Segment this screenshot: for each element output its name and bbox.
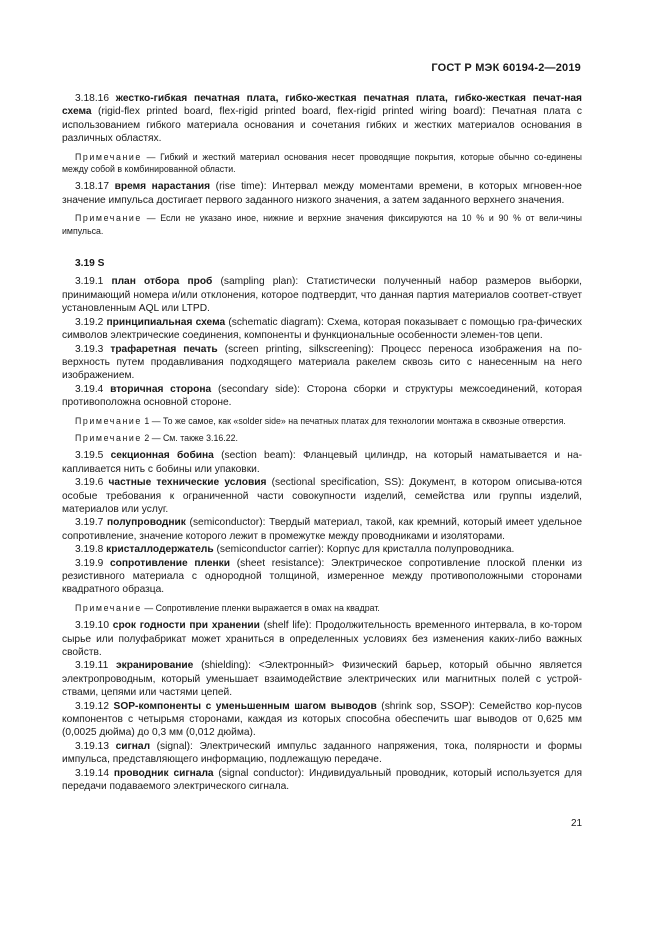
entry-3-19-8: 3.19.8 кристаллодержатель (semiconductor carrier): Корпус для кристалла полупроводника. bbox=[75, 544, 515, 556]
entry-3-19-11: 3.19.11 экранирование (shielding): <Электронный> Физический барьер, который обычно является электропроводным, который уменьшает взаимодействие электрических или магнитных полей с устрой-ствами, цепями или частями цепей. bbox=[62, 660, 582, 699]
entry-3-19-13: 3.19.13 сигнал (signal): Электрический импульс заданного напряжения, тока, полярности и формы импульса, представляющего информацию, подлежащую передаче. bbox=[62, 740, 582, 766]
entry-3-19-12: 3.19.12 SOP-компоненты с уменьшенным шагом выводов (shrink sop, SSOP): Семейство кор-пусов компонентов с четырьмя сторонами, каждая из которых способна обеспечить шаг выводов от 0,625 мм (0,0025 дюйма) до 0,3 мм (0,012 дюйма). bbox=[62, 700, 582, 739]
document-id-header: ГОСТ Р МЭК 60194-2—2019 bbox=[431, 62, 581, 74]
entry-3-19-7: 3.19.7 полупроводник (semiconductor): Твердый материал, такой, как кремний, который имеет удельное сопротивление, значение которого лежит в промежутке между проводниками и изоляторами. bbox=[62, 517, 582, 542]
entry-3-19-4: 3.19.4 вторичная сторона (secondary side): Сторона сборки и структуры межсоединений, которая противоположна основной стороне. bbox=[62, 383, 582, 409]
note: Примечание 2 — См. также 3.16.22. bbox=[75, 432, 238, 443]
entry-3-19-1: 3.19.1 план отбора проб (sampling plan): Статистически полученный набор размеров выборки, принимающий номера и/или отклонения, которое подтвердит, что данная партия материалов соответ-ствует установленным AQL или LTPD. bbox=[62, 276, 582, 315]
entry-3-18-16: 3.18.16 жестко-гибкая печатная плата, гибко-жесткая печатная плата, гибко-жесткая печат-ная схема (rigid-flex printed board, flex-rigid printed board, flex-rigid printed wiring board): Печатная плата с использованием гибкого материала основания и сочетания гибких и жестких материалов основания в различных областях. bbox=[62, 93, 582, 145]
entry-3-19-9: 3.19.9 сопротивление пленки (sheet resistance): Электрическое сопротивление плоской пленки из резистивного материала с однородной толщиной, измеренное между противоположными сторонами квадратного образца. bbox=[62, 557, 582, 596]
entry-3-19-2: 3.19.2 принципиальная схема (schematic diagram): Схема, которая показывает с помощью гра-фических символов электрические соединения, компоненты и функциональные особенности элемен-тов цепи. bbox=[62, 316, 582, 342]
note: Примечание 1 — То же самое, как «solder side» на печатных платах для технологии монтажа в сквозные отверстия. bbox=[75, 415, 566, 426]
entry-3-19-3: 3.19.3 трафаретная печать (screen printing, silkscreening): Процесс переноса изображения на по-верхность путем продавливания подходящего материала ракелем сквозь сито с нанесенным на него изображением. bbox=[62, 343, 583, 382]
entry-3-19-14: 3.19.14 проводник сигнала (signal conductor): Индивидуальный проводник, который используется для передачи подаваемого электрического сигнала. bbox=[62, 767, 582, 793]
page-number: 21 bbox=[571, 818, 583, 829]
entry-3-18-17: 3.18.17 время нарастания (rise time): Интервал между моментами времени, в которых мгновен-ное значение импульса достигает первого заданного низкого значения, а затем заданного верхнего значения. bbox=[62, 181, 582, 206]
section-heading: 3.19 S bbox=[75, 258, 105, 270]
entry-3-19-5: 3.19.5 секционная бобина (section beam): Фланцевый цилиндр, на который наматывается и на-капливается нить с бобины или упаковки. bbox=[62, 450, 582, 475]
note: Примечание — Если не указано иное, нижние и верхние значения фиксируются на 10 % и 90 % от вели-чины импульса. bbox=[62, 213, 582, 236]
document-body bbox=[62, 92, 582, 794]
entry-3-19-10: 3.19.10 срок годности при хранении (shelf life): Продолжительность временного интервала, в ко-тором сырье или полуфабрикат может храниться в определенных условиях без изменения каких-либо важных свойств. bbox=[62, 620, 582, 659]
entry-3-19-6: 3.19.6 частные технические условия (sectional specification, SS): Документ, в котором описыва-ются особые требования к ограниченной части совокупности изделий, семейства или группы изделий, материалов или услуг. bbox=[62, 477, 583, 515]
note: Примечание — Гибкий и жесткий материал основания несет проводящие покрытия, которые обычно со-единены между собой в комбинированной области. bbox=[62, 151, 582, 175]
note: Примечание — Сопротивление пленки выражается в омах на квадрат. bbox=[75, 602, 380, 613]
